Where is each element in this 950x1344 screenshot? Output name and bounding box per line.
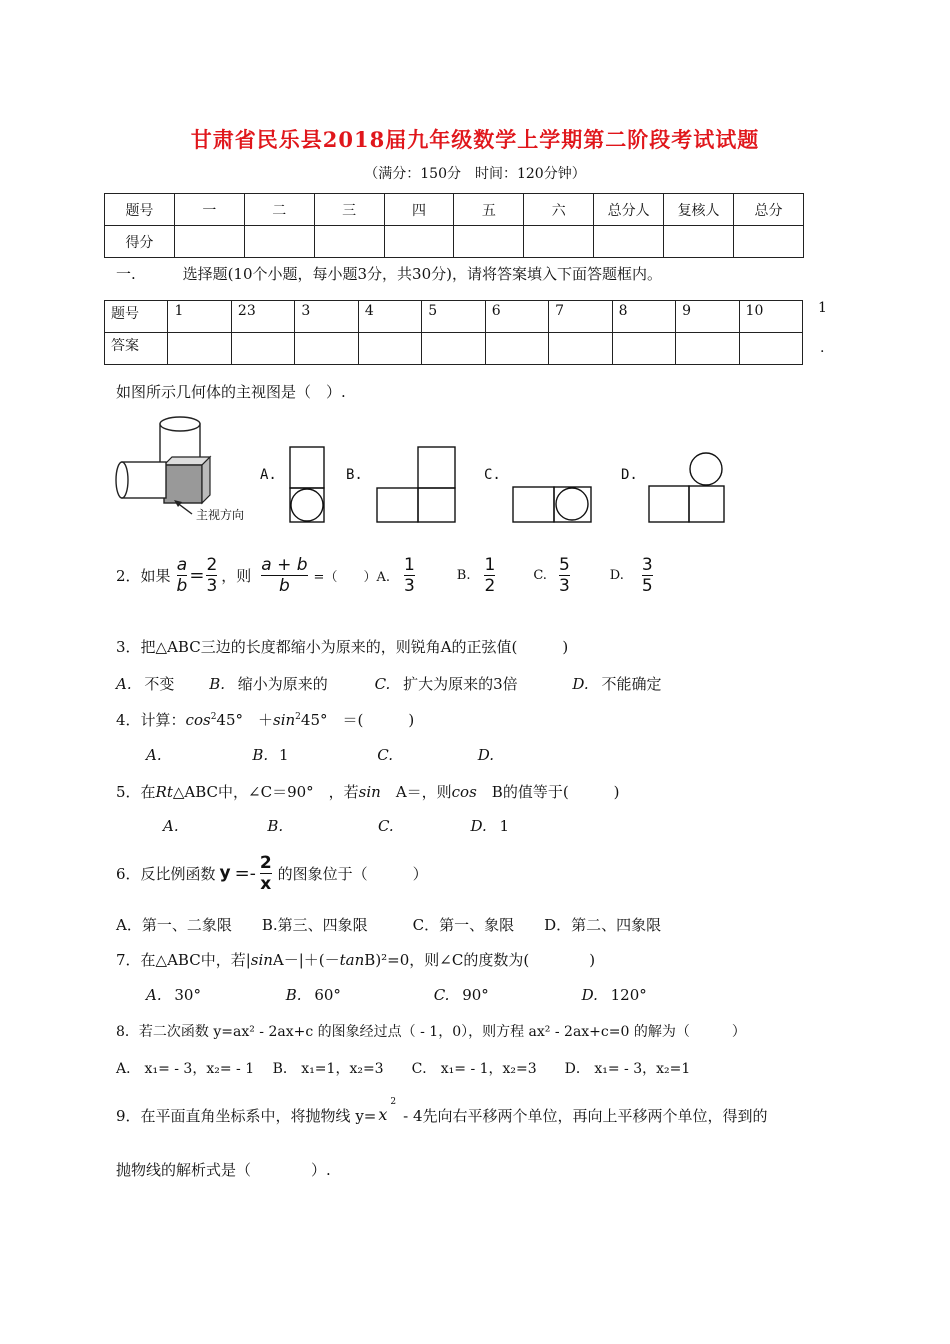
q4-option-label: A. [146,746,162,764]
q2-denominator: 3 [558,575,570,596]
q3-option-label: D. [572,675,589,693]
answer-cell[interactable] [231,333,294,365]
q6-options: A．第一、二象限 B.第三、四象限 C．第一、象限 D．第二、四象限 [116,916,662,934]
q2-denominator: b [279,575,290,596]
q1-option-c-view [512,486,592,523]
margin-mark: 1 [818,300,827,316]
q3-option-text: 不变 [144,675,175,693]
q4-term: 45° ＝( ) [300,711,415,729]
score-header: 三 [314,194,384,226]
q2-denominator: 5 [641,575,653,596]
q6-numerator: 2 [259,852,272,873]
q6-denominator: x [260,873,272,894]
q3-option-label: A. [116,675,132,693]
q7-part: A－|＋(－ [272,951,340,969]
q4-text [116,709,414,730]
q5-option-label: A. [163,817,179,835]
q2-numerator: 1 [403,554,415,575]
q4-exponent: 2 [210,712,217,722]
q7-option-label: C. [433,986,450,1004]
q7-option-text: 30° [174,986,201,1004]
q1-option-label: C. [484,467,501,483]
score-cell[interactable] [664,226,734,258]
q3-option-text: 不能确定 [601,675,662,693]
answer-cell[interactable] [358,333,421,365]
q6-suffix: 的图象位于（ ） [277,864,428,883]
q9-text [116,1097,768,1126]
q2-suffix: =（ ）A. [313,569,390,585]
answer-cell[interactable] [295,333,358,365]
q5-part: A＝，则 [380,783,452,801]
q5-cos: cos [451,783,477,801]
answer-row-label: 题号 [105,301,168,333]
q5-option-label: C. [377,817,394,835]
score-cell[interactable] [384,226,454,258]
score-cell[interactable] [454,226,524,258]
q2-numerator: a [176,554,188,575]
score-header: 总分 [734,194,804,226]
q3-option-label: C. [374,675,391,693]
score-header: 题号 [105,194,175,226]
q7-option-label: D. [581,986,598,1004]
q5-options [163,817,509,835]
page-title: 甘肃省民乐县2018届九年级数学上学期第二阶段考试试题 [190,127,760,152]
answer-number-row [105,301,803,333]
answer-cell[interactable] [422,333,485,365]
answer-cell[interactable] [168,333,231,365]
score-cell[interactable] [174,226,244,258]
q2-option-b-fraction [484,555,495,596]
answer-number: 8 [612,301,675,333]
q2-prefix: 2．如果 [116,566,171,585]
q2-option-label: B. [456,567,471,583]
q2-denominator: 3 [403,575,415,596]
q4-option-text: 1 [278,746,289,764]
q2-fraction-2-3 [206,555,217,596]
q9-part: - 4先向右平移两个单位，再向上平移两个单位，得到的 [398,1107,768,1125]
q5-sin: sin [358,783,381,801]
exam-info: （满分：150分 时间：120分钟） [364,166,586,182]
q4-cos: cos [185,711,211,729]
q2-denominator: 3 [206,575,218,596]
score-cell[interactable] [244,226,314,258]
q4-option-label: C. [377,746,394,764]
q7-tan: tan [339,951,365,969]
q1-option-label: A. [260,467,277,483]
answer-number: 3 [295,301,358,333]
q2-equals: = [189,564,205,586]
score-header-row [105,194,804,226]
answer-number: 9 [676,301,739,333]
answer-table [104,300,803,365]
q2-option-c-fraction [559,555,570,596]
q2-denominator: b [176,575,188,596]
q4-prefix: 4．计算： [116,711,186,729]
score-header: 一 [174,194,244,226]
q5-rt: Rt [155,783,173,801]
score-header: 总分人 [594,194,664,226]
answer-input-row [105,333,803,365]
q7-option-text: 90° [462,986,489,1004]
q4-option-label: B. [252,746,269,764]
q9-part: 9．在平面直角坐标系中，将抛物线 y= [116,1107,377,1125]
score-cell[interactable] [594,226,664,258]
q5-option-label: D. [470,817,487,835]
q8-options: A． x₁= - 3，x₂= - 1 B． x₁=1，x₂=3 C． x₁= - 1，x₂=3 D． x₁= - 3，x₂=1 [116,1061,691,1077]
q3-option-label: B. [209,675,225,693]
q7-option-text: 60° [314,986,341,1004]
section-instruction: 选择题(10个小题，每小题3分，共30分)，请将答案填入下面答题框内。 [182,265,662,283]
answer-cell[interactable] [676,333,739,365]
q5-text [116,781,620,802]
q7-option-label: A. [146,986,162,1004]
q3-option-text: 扩大为原来的3倍 [403,675,518,693]
q4-sin: sin [273,711,296,729]
q7-part: B)²=0，则∠C的度数为( ) [364,951,596,969]
q6-eq: =- [234,862,256,884]
q4-exponent: 2 [295,712,301,722]
q9-x: x [378,1105,388,1124]
score-cell[interactable] [314,226,384,258]
q2-then: ，则 [221,566,252,585]
answer-row-label: 答案 [105,333,168,365]
q2-numerator: a + b [261,554,308,575]
answer-cell[interactable] [549,333,612,365]
q2-option-label: D. [609,567,624,583]
score-table [104,193,804,258]
score-header: 六 [524,194,594,226]
margin-mark: . [820,340,825,356]
answer-number: 7 [549,301,612,333]
q6-fraction [260,853,272,894]
q2-numerator: 5 [558,554,570,575]
q5-option-label: B. [267,817,284,835]
q7-text [116,949,595,970]
answer-number: 10 [739,301,802,333]
q7-option-label: B. [285,986,302,1004]
q2-numerator: 1 [484,554,496,575]
q1-option-label: B. [346,467,363,483]
q9-line2: 抛物线的解析式是（ ）. [116,1161,331,1179]
answer-number: 6 [485,301,548,333]
q4-options [146,746,494,764]
q2-line [116,550,653,600]
q1-option-b-view [376,446,456,523]
q1-option-a-view [289,446,325,523]
q2-option-label: C. [533,567,547,583]
q1-option-d-view [648,452,726,523]
answer-number: 4 [358,301,421,333]
score-row-label: 得分 [105,226,175,258]
score-header: 五 [454,194,524,226]
answer-cell[interactable] [612,333,675,365]
q2-fraction-sum [261,555,307,596]
q5-part: △ABC中，∠C＝90° ，若 [172,783,359,801]
q2-option-d-fraction [642,555,653,596]
q7-sin: sin [250,951,273,969]
section-number: 一. [116,265,136,283]
q5-part: B的值等于( ) [476,783,620,801]
q9-exponent: 2 [390,1097,397,1107]
q3-options [116,673,661,694]
answer-number: 1 [168,301,231,333]
q1-option-label: D. [621,467,638,483]
score-cell[interactable] [734,226,804,258]
q4-option-label: D. [477,746,495,764]
q6-line [116,848,428,898]
q7-option-text: 120° [610,986,647,1004]
answer-cell[interactable] [485,333,548,365]
score-cell[interactable] [524,226,594,258]
q6-prefix: 6．反比例函数 [116,864,216,883]
q5-option-text: 1 [499,817,510,835]
q7-part: 7．在△ABC中，若| [116,951,251,969]
score-header: 二 [244,194,314,226]
section-heading [116,263,662,284]
q3-text: 3．把△ABC三边的长度都缩小为原来的，则锐角A的正弦值( ) [116,638,569,656]
q8-text: 8．若二次函数 y=ax² - 2ax+c 的图象经过点（ - 1，0），则方程 ax² - 2ax+c=0 的解为（ ） [116,1024,746,1040]
q2-numerator: 3 [641,554,653,575]
q2-option-a-fraction [404,555,415,596]
q4-term: 45° ＋ [216,711,274,729]
answer-cell[interactable] [739,333,802,365]
q7-options [146,986,647,1004]
q1-direction-label: 主视方向 [196,508,245,522]
q2-fraction-a-over-b [177,555,188,596]
answer-number: 5 [422,301,485,333]
q2-denominator: 2 [484,575,496,596]
score-header: 复核人 [664,194,734,226]
score-header: 四 [384,194,454,226]
q5-prefix: 5．在 [116,783,156,801]
answer-number: 23 [231,301,294,333]
q3-option-text: 缩小为原来的 [237,675,328,693]
q1-text: 如图所示几何体的主视图是（ ）. [116,383,346,401]
score-value-row [105,226,804,258]
q2-numerator: 2 [206,554,218,575]
q6-y: y [219,863,231,883]
